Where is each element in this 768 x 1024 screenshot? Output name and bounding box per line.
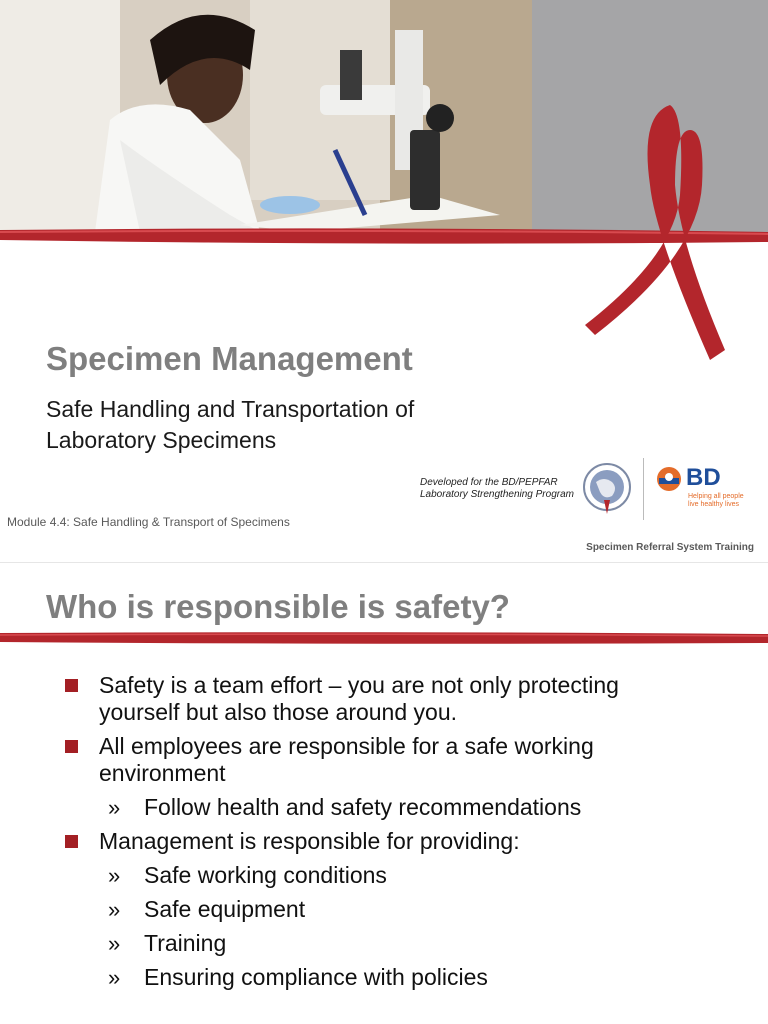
footer-training-label: Specimen Referral System Training <box>586 542 754 553</box>
bd-wordmark: BD <box>686 464 721 491</box>
sub-bullet-item: » Ensuring compliance with policies <box>108 964 488 990</box>
chevron-bullet-icon: » <box>108 965 121 990</box>
square-bullet-icon <box>65 740 78 753</box>
safety-responsibility-slide <box>0 562 768 1024</box>
square-bullet-icon <box>65 835 78 848</box>
red-ribbon-band <box>0 630 768 646</box>
developed-for-note: Developed for the BD/PEPFAR Laboratory Strengthening Program <box>420 477 574 500</box>
chevron-bullet-icon: » <box>108 795 121 820</box>
pepfar-globe-logo-icon <box>582 460 632 516</box>
lab-technician-microscope-photo <box>0 0 532 232</box>
sub-bullet-item: » Safe equipment <box>108 896 306 922</box>
chevron-bullet-icon: » <box>108 897 121 922</box>
logo-divider <box>643 458 644 520</box>
bullet-item: Safety is a team effort – you are not only protecting yourself but also those around you. <box>0 672 699 726</box>
bd-sun-icon <box>656 466 682 492</box>
slide-subtitle: Safe Handling and Transportation of Laboratory Specimens <box>46 396 415 453</box>
sub-bullet-item: » Safe working conditions <box>108 862 387 888</box>
bullet-list <box>0 672 768 998</box>
chevron-bullet-icon: » <box>108 863 121 888</box>
red-awareness-ribbon-icon <box>580 95 730 375</box>
bd-tagline: Helping all people live healthy lives <box>688 493 744 508</box>
module-label: Module 4.4: Safe Handling & Transport of Specimens <box>7 515 290 529</box>
sub-bullet-item: » Follow health and safety recommendations <box>108 794 582 820</box>
bd-logo <box>656 466 756 512</box>
slide-title: Specimen Management <box>46 340 413 377</box>
slide-title: Who is responsible is safety? <box>46 588 510 625</box>
slide-divider <box>0 562 768 563</box>
bullet-item: All employees are responsible for a safe working environment <box>0 733 699 787</box>
bullet-item: Management is responsible for providing: <box>0 828 699 855</box>
chevron-bullet-icon: » <box>108 931 121 956</box>
sub-bullet-item: » Training <box>108 930 227 956</box>
square-bullet-icon <box>65 679 78 692</box>
